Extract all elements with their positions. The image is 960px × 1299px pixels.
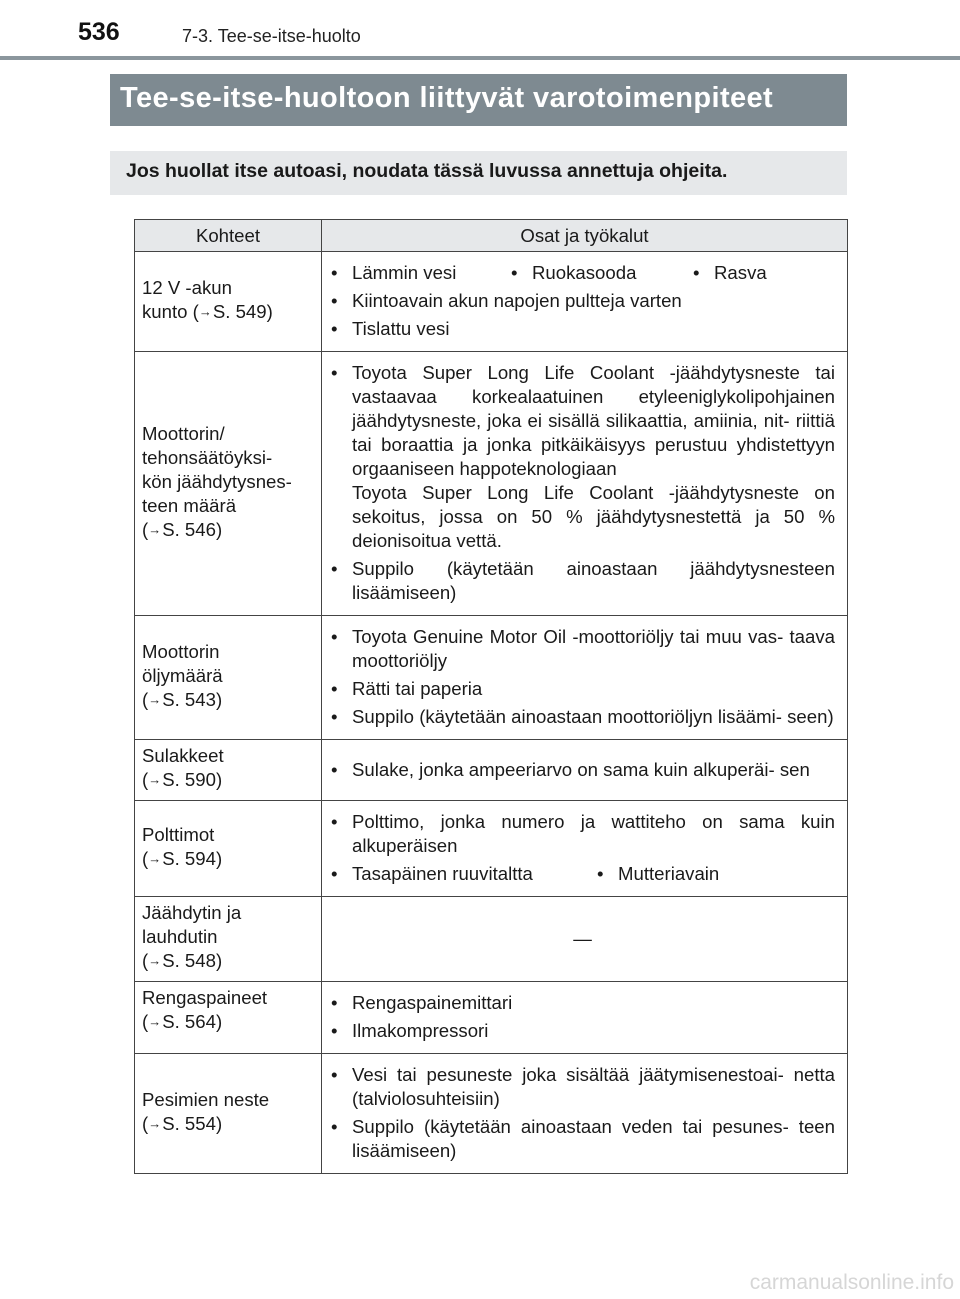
bullet-list [330, 991, 835, 1043]
item-label: Moottorin/ [142, 422, 225, 444]
page-reference: (→S. 590) [142, 769, 223, 790]
item-cell [135, 1054, 322, 1174]
bullet-list [330, 361, 835, 605]
intro-text: Jos huollat itse autoasi, noudata tässä luvussa annettuja ohjeita. [110, 151, 847, 195]
item-label: 12 V -akun [142, 276, 232, 298]
parts-cell [322, 616, 848, 740]
item-cell [135, 252, 322, 352]
list-item: • Ilmakompressori [330, 1019, 835, 1043]
item-cell [135, 982, 322, 1054]
watermark: carmanualsonline.info [749, 1271, 954, 1294]
list-item: • Sulake, jonka ampeeriarvo on sama kuin alkuperäi- sen [330, 758, 835, 782]
arrow-icon: → [148, 772, 162, 787]
list-item: • Tislattu vesi [330, 317, 835, 341]
parts-cell [322, 740, 848, 801]
item-label: Rengaspaineet [142, 987, 268, 1008]
item-label: Polttimot [142, 823, 215, 845]
parts-cell [322, 1054, 848, 1174]
header-divider [0, 56, 960, 60]
item-label: tehonsäätöyksi- [142, 446, 273, 468]
item-label: Jäähdytin ja [142, 902, 242, 923]
bullet-list [330, 758, 835, 782]
bullet-list [330, 289, 835, 341]
table-row [135, 616, 848, 740]
item-label: lauhdutin [142, 926, 218, 947]
page-reference: (→S. 564) [142, 1011, 223, 1032]
arrow-icon: → [198, 303, 212, 319]
column-header-parts: Osat ja työkalut [322, 220, 848, 252]
list-item: • Vesi tai pesuneste joka sisältää jäätymisenestoai- netta (talviolosuhteisiin) [330, 1063, 835, 1111]
item-cell [135, 616, 322, 740]
table-row [135, 1054, 848, 1174]
empty-dash: — [573, 927, 592, 949]
arrow-icon: → [148, 691, 162, 707]
page-reference: (→S. 554) [142, 1112, 223, 1134]
list-item: • Ruokasooda [510, 261, 692, 285]
arrow-icon: → [148, 1115, 162, 1131]
parts-cell [322, 352, 848, 616]
item-label: teen määrä [142, 494, 237, 516]
parts-cell [322, 801, 848, 897]
table-row [135, 801, 848, 897]
table-row [135, 982, 848, 1054]
column-header-items: Kohteet [135, 220, 322, 252]
list-item: • Lämmin vesi [330, 261, 510, 285]
bullet-list [330, 1063, 835, 1163]
page-reference: (→S. 548) [142, 950, 223, 971]
parts-table [134, 219, 848, 1174]
page-reference: (→S. 546) [142, 518, 223, 540]
page-header [0, 0, 960, 62]
list-item: • Mutteriavain [596, 862, 719, 886]
arrow-icon: → [148, 521, 162, 537]
parts-cell [322, 982, 848, 1054]
item-label: kön jäähdytysnes- [142, 470, 292, 492]
arrow-icon: → [148, 953, 162, 968]
parts-cell [322, 897, 848, 982]
item-cell [135, 740, 322, 801]
list-item: • Suppilo (käytetään ainoastaan veden tai pesunes- teen lisäämiseen) [330, 1115, 835, 1163]
arrow-icon: → [148, 1014, 162, 1029]
item-cell [135, 352, 322, 616]
list-item: • Suppilo (käytetään ainoastaan moottoriöljyn lisäämi- seen) [330, 705, 835, 729]
item-label: öljymäärä [142, 664, 223, 686]
list-item: • Suppilo (käytetään ainoastaan jäähdytysnesteen lisäämiseen) [330, 557, 835, 605]
item-label: Moottorin [142, 640, 220, 662]
item-cell [135, 801, 322, 897]
table-row [135, 740, 848, 801]
page-reference: (→S. 543) [142, 688, 223, 710]
list-item: • Tasapäinen ruuvitaltta [330, 862, 596, 886]
inline-bullet-list [330, 261, 835, 285]
item-label: Sulakkeet [142, 745, 224, 766]
page-reference: (→S. 594) [142, 847, 223, 869]
list-item: • Rasva [692, 261, 767, 285]
list-item: • Kiintoavain akun napojen pultteja varten [330, 289, 835, 313]
bullet-list [330, 810, 835, 858]
list-item: • Toyota Super Long Life Coolant -jäähdytysneste tai vastaavaa korkealaatuinen etyleeniglykolipohjainen jäähdytysneste, joka ei sisällä silikaattia, amiinia, nit- riittiä tai boraattia ja jonka pitkäikäisyys perustuu yhdistettyyn orgaaniseen happoteknologiaan Toyota Super Long Life Coolant -jäähdytysneste on sekoitus, jossa on 50 % jäähdytysnestettä ja 50 % deionisoitua vettä. [330, 361, 835, 553]
parts-cell [322, 252, 848, 352]
list-item: • Rätti tai paperia [330, 677, 835, 701]
table-header-row [135, 220, 848, 252]
inline-bullet-list [330, 862, 835, 886]
list-item: • Polttimo, jonka numero ja wattiteho on sama kuin alkuperäisen [330, 810, 835, 858]
section-title: Tee-se-itse-huoltoon liittyvät varotoimenpiteet [110, 74, 847, 126]
page-number: 536 [78, 18, 120, 46]
list-item-continuation: Toyota Super Long Life Coolant -jäähdytysneste on sekoitus, jossa on 50 % jäähdytysnestettä ja 50 % deionisoitua vettä. [352, 482, 835, 551]
item-cell [135, 897, 322, 982]
list-item: • Rengaspainemittari [330, 991, 835, 1015]
item-label: Pesimien neste [142, 1088, 270, 1110]
list-item: • Toyota Genuine Motor Oil -moottoriöljy tai muu vas- taava moottoriöljy [330, 625, 835, 673]
table-row [135, 897, 848, 982]
arrow-icon: → [148, 850, 162, 866]
table-row [135, 252, 848, 352]
table-row [135, 352, 848, 616]
page-reference: kunto (→S. 549) [142, 300, 273, 322]
bullet-list [330, 625, 835, 729]
chapter-title: 7-3. Tee-se-itse-huolto [182, 26, 361, 46]
